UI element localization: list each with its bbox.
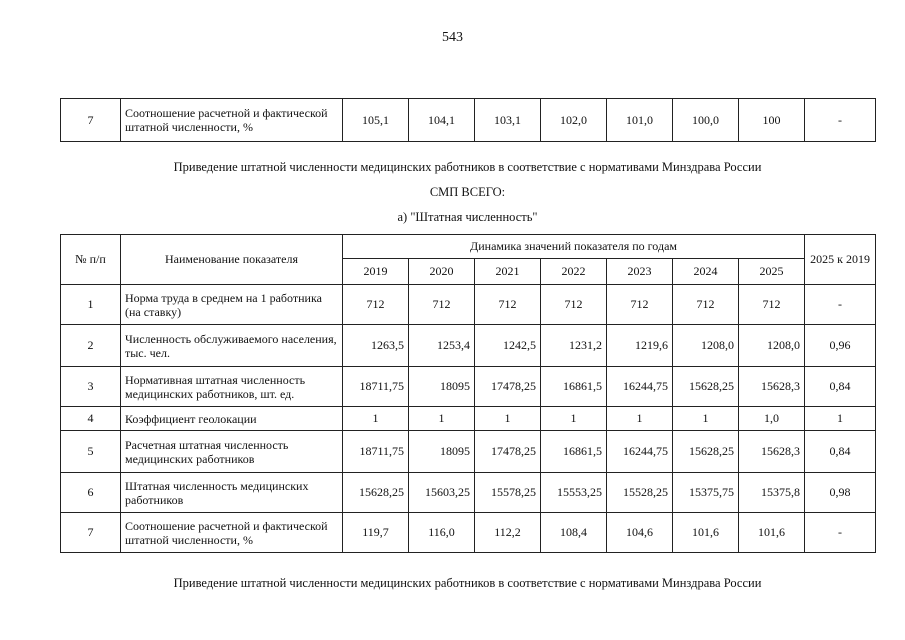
cell-value: 712: [607, 285, 673, 325]
table-row: [61, 431, 876, 473]
cell-value: 712: [739, 285, 805, 325]
table-row: [61, 325, 876, 367]
cell-ratio: 0,84: [805, 367, 876, 407]
header-row: [61, 235, 876, 259]
row-number: 6: [61, 473, 121, 513]
cell-value: 1: [409, 407, 475, 431]
section-title: Приведение штатной численности медицинских работников в соответствие с нормативами Минздрава России: [173, 160, 762, 174]
cell-value: 1: [343, 407, 409, 431]
header-name: Наименование показателя: [121, 235, 343, 285]
cell-value: 1263,5: [343, 325, 409, 367]
cell-value: 104,6: [607, 513, 673, 553]
cell-value: 18095: [409, 367, 475, 407]
cell-value: 101,6: [673, 513, 739, 553]
cell-value: 15375,75: [673, 473, 739, 513]
cell-value: 16861,5: [541, 367, 607, 407]
cell-ratio: 0,96: [805, 325, 876, 367]
cell-value: 712: [475, 285, 541, 325]
cell-value: 18095: [409, 431, 475, 473]
section-label: а) "Штатная численность": [397, 210, 538, 224]
cell-value: 16244,75: [607, 367, 673, 407]
cell-value: 1: [607, 407, 673, 431]
cell-value: 16244,75: [607, 431, 673, 473]
cell-value: 102,0: [541, 99, 607, 142]
cell-value: 101,0: [607, 99, 673, 142]
cell-value: 1219,6: [607, 325, 673, 367]
table-row: [61, 513, 876, 553]
page-number: 543: [442, 30, 463, 45]
cell-value: 105,1: [343, 99, 409, 142]
cell-value: 18711,75: [343, 367, 409, 407]
cell-value: 1: [475, 407, 541, 431]
row-name: Соотношение расчетной и фактической штатной численности, %: [121, 99, 343, 142]
cell-value: 103,1: [475, 99, 541, 142]
cell-value: 15628,3: [739, 367, 805, 407]
table-row: [61, 367, 876, 407]
cell-value: 712: [343, 285, 409, 325]
year-header: 2020: [409, 259, 475, 285]
row-name: Численность обслуживаемого населения, тыс. чел.: [121, 325, 343, 367]
section-subtitle: СМП ВСЕГО:: [429, 185, 506, 199]
year-header: 2025: [739, 259, 805, 285]
cell-value: 1208,0: [673, 325, 739, 367]
cell-value: 15628,25: [673, 431, 739, 473]
cell-value: 100,0: [673, 99, 739, 142]
cell-ratio: 0,98: [805, 473, 876, 513]
cell-value: 1: [541, 407, 607, 431]
cell-value: 15628,25: [343, 473, 409, 513]
row-number: 7: [61, 99, 121, 142]
table-row: [61, 407, 876, 431]
header-dynamics: Динамика значений показателя по годам: [343, 235, 805, 259]
row-number: 7: [61, 513, 121, 553]
year-header: 2024: [673, 259, 739, 285]
row-number: 5: [61, 431, 121, 473]
table-row: [61, 99, 876, 142]
cell-value: 119,7: [343, 513, 409, 553]
cell-value: 108,4: [541, 513, 607, 553]
cell-value: 16861,5: [541, 431, 607, 473]
cell-value: 1208,0: [739, 325, 805, 367]
cell-value: 15528,25: [607, 473, 673, 513]
top-table: [60, 98, 876, 142]
table-row: [61, 473, 876, 513]
year-header: 2021: [475, 259, 541, 285]
row-name: Соотношение расчетной и фактической штатной численности, %: [121, 513, 343, 553]
cell-value: 15578,25: [475, 473, 541, 513]
cell-ratio: -: [805, 285, 876, 325]
cell-value: 15375,8: [739, 473, 805, 513]
cell-value: 1242,5: [475, 325, 541, 367]
cell-value: 100: [739, 99, 805, 142]
cell-value: 104,1: [409, 99, 475, 142]
row-name: Коэффициент геолокации: [121, 407, 343, 431]
cell-ratio: 1: [805, 407, 876, 431]
cell-value: 17478,25: [475, 367, 541, 407]
year-header: 2023: [607, 259, 673, 285]
footer-title: Приведение штатной численности медицинских работников в соответствие с нормативами Минздрава России: [173, 576, 762, 590]
cell-value: 112,2: [475, 513, 541, 553]
row-name: Расчетная штатная численность медицинских работников: [121, 431, 343, 473]
row-number: 4: [61, 407, 121, 431]
row-number: 1: [61, 285, 121, 325]
cell-ratio: 0,84: [805, 431, 876, 473]
row-name: Штатная численность медицинских работников: [121, 473, 343, 513]
row-name: Нормативная штатная численность медицинских работников, шт. ед.: [121, 367, 343, 407]
row-number: 2: [61, 325, 121, 367]
cell-value: 15553,25: [541, 473, 607, 513]
header-num: № п/п: [61, 235, 121, 285]
header-ratio: 2025 к 2019: [805, 235, 876, 285]
table-row: [61, 285, 876, 325]
cell-value: 1,0: [739, 407, 805, 431]
cell-value: 15628,3: [739, 431, 805, 473]
cell-value: 101,6: [739, 513, 805, 553]
cell-value: 15603,25: [409, 473, 475, 513]
cell-value: 15628,25: [673, 367, 739, 407]
cell-value: 17478,25: [475, 431, 541, 473]
cell-ratio: -: [805, 99, 876, 142]
cell-value: 712: [673, 285, 739, 325]
row-name: Норма труда в среднем на 1 работника (на ставку): [121, 285, 343, 325]
cell-value: 1231,2: [541, 325, 607, 367]
main-table: [60, 234, 876, 553]
cell-value: 712: [409, 285, 475, 325]
year-header: 2019: [343, 259, 409, 285]
cell-value: 712: [541, 285, 607, 325]
cell-value: 18711,75: [343, 431, 409, 473]
cell-value: 1: [673, 407, 739, 431]
year-header: 2022: [541, 259, 607, 285]
cell-value: 1253,4: [409, 325, 475, 367]
cell-value: 116,0: [409, 513, 475, 553]
cell-ratio: -: [805, 513, 876, 553]
row-number: 3: [61, 367, 121, 407]
